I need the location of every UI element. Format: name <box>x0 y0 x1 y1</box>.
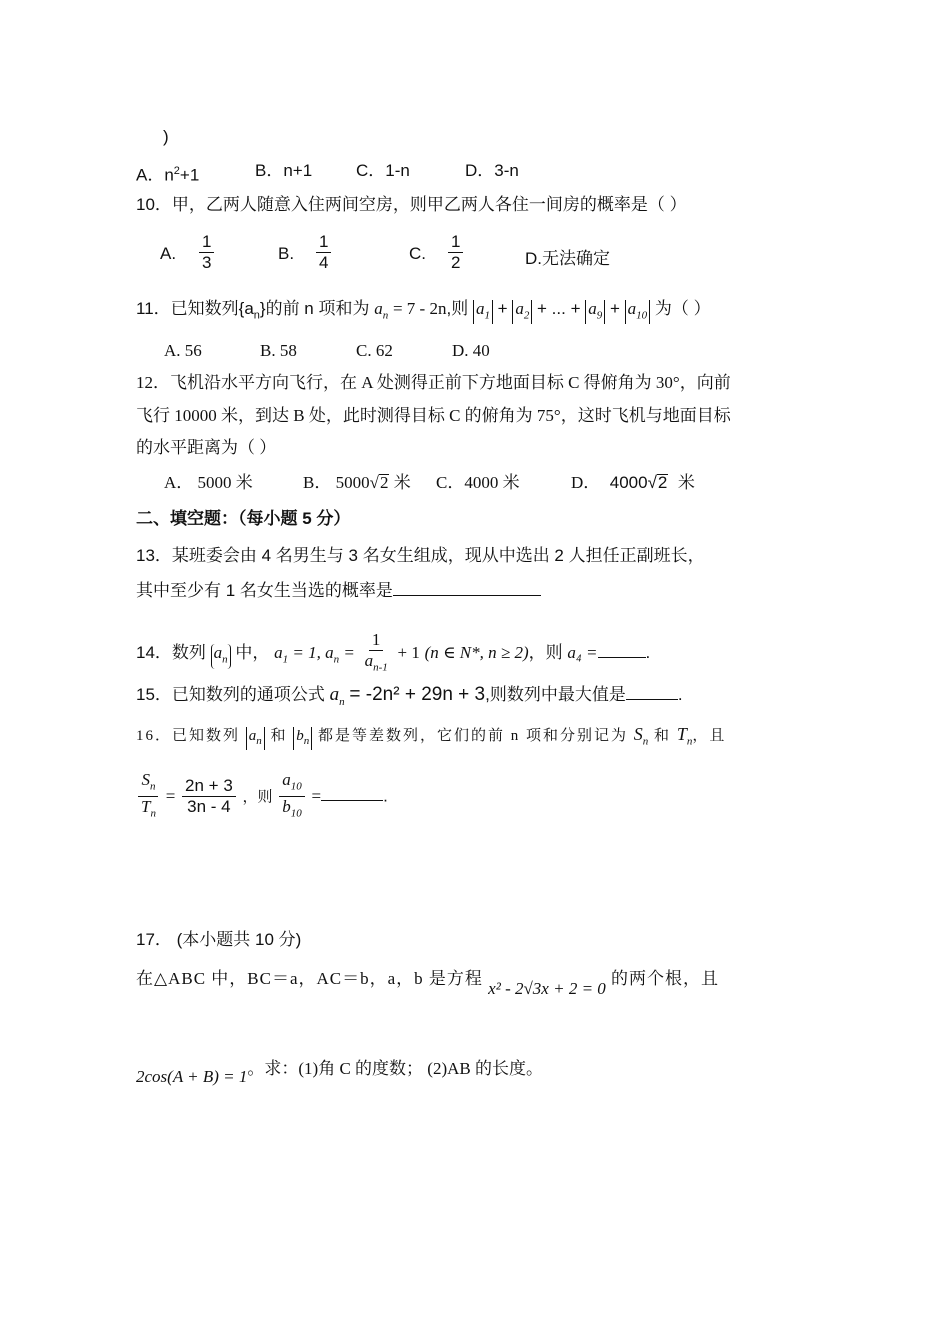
q11-option-d: D. 40 <box>452 341 490 360</box>
q16-line1: 16．已知数列 $a_n$ 和 $b_n$ 都是等差数列，它们的前 n 项和分别记为 $S_n$ 和 $T_n$，且 <box>136 723 726 753</box>
q11-option-b: B. 58 <box>260 341 297 360</box>
q10-option-b-frac: $\frac{1}{4}$ <box>314 232 333 273</box>
q11-stem: 11．已知数列$\{a_n\}$的前 n 项和为 $a_n = 7 - 2n$,则 $a_1 + a_2$ + ... + $a_9 + a_{10}$ 为（ ） <box>136 298 711 326</box>
q9-option-a: A．$n^2+1$ <box>136 165 200 185</box>
q12-line2: 飞行 10000 米，到达 B 处，此时测得目标 C 的俯角为 75°，这时飞机与地面目标 <box>136 406 731 425</box>
q17-line1: 在△ABC 中，BC＝a，AC＝b，a，b 是方程 x² - 2√3x + 2 = 0 的两个根，且 <box>136 969 720 998</box>
q10-stem: 10．甲，乙两人随意入住两间空房，则甲乙两人各住一间房的概率是（ ） <box>136 195 687 214</box>
q10-option-a-frac: $\frac{1}{3}$ <box>197 232 216 273</box>
q14-stem: 14．数列 $a_n$ 中， $a_1 = 1$, $a_n$ = $\frac{1}{a_{n-1}}$ + 1 (n ∈ N*, n ≥ 2)，则 a₄ = . <box>136 630 651 674</box>
q17-line2: 2cos(A + B) = 1。求：(1)角 C 的度数； (2)AB 的长度。 <box>136 1059 543 1086</box>
q12-option-a: A． 5000 米 <box>164 473 253 492</box>
q16-line2: $\frac{S_n}{T_n}$ = $\frac{2n + 3}{3n - 4}$ ，则 $\frac{a_{10}}{b_{10}}$ = . <box>136 770 388 824</box>
q17-header: 17． (本小题共 10 分) <box>136 930 302 949</box>
q13-line1: 13．某班委会由 4 名男生与 3 名女生组成，现从中选出 2 人担任正副班长， <box>136 546 705 565</box>
q9-option-b: B．n+1 <box>255 161 313 180</box>
q12-line3: 的水平距离为（ ） <box>136 438 277 457</box>
q9-paren: ) <box>163 127 169 146</box>
q12-option-c: C．4000 米 <box>436 473 520 492</box>
q9-option-d: D．3-n <box>465 161 519 180</box>
q12-line1: 12．飞机沿水平方向飞行，在 A 处测得正前下方地面目标 C 得俯角为 30°，向前 <box>136 373 731 392</box>
q10-option-d: D.无法确定 <box>525 249 610 268</box>
q13-line2: 其中至少有 1 名女生当选的概率是 <box>136 580 541 602</box>
q15-stem: 15．已知数列的通项公式 $a_n = -2n^2 + 29n + 3$,则数列中最大值是 . <box>136 684 683 708</box>
q10-option-c-label: C. <box>409 244 426 263</box>
q12-option-d: D． 4000√2 米 <box>571 473 695 492</box>
q10-option-a-label: A. <box>160 244 177 263</box>
q10-option-c-frac: $\frac{1}{2}$ <box>446 232 465 273</box>
q11-option-a: A. 56 <box>164 341 202 360</box>
q11-option-c: C. 62 <box>356 341 393 360</box>
q10-option-b-label: B. <box>278 244 295 263</box>
q9-option-c: C．1-n <box>356 161 410 180</box>
section-title: 二、填空题：（每小题 5 分） <box>136 509 351 528</box>
q12-option-b: B． 5000√2 米 <box>303 473 411 492</box>
